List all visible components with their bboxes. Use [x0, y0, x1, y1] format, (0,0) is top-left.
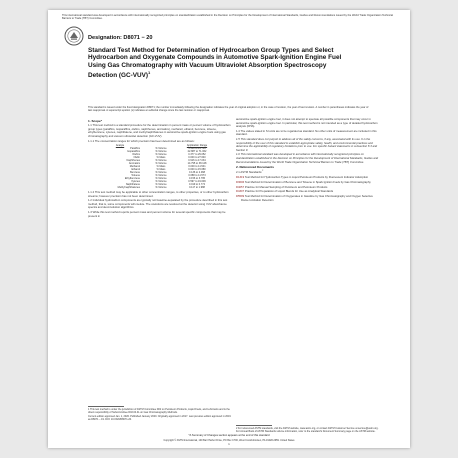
table-cell: % Volume	[155, 159, 167, 163]
document-page	[48, 10, 410, 448]
table-cell: Methylnaphthalenes	[117, 186, 140, 190]
reference-item[interactable]	[236, 181, 380, 185]
table-cell: 0.000 to 27.640	[188, 156, 206, 160]
table-cell: 0.377 to 29.052	[188, 153, 206, 157]
table-cell: 22.887 to 71.062	[187, 150, 207, 154]
table-cell: % Mass	[156, 165, 166, 169]
footnote: Current edition approved Jan. 1, 2020. Published January 2020. Originally approved in 2017. Last previous edition approved in 2019 as D8071 – 19. DOI: 10.1520/D8071-20.	[88, 414, 231, 421]
paragraph	[236, 170, 380, 174]
astm-logo-icon	[64, 26, 84, 46]
reference-text: Practice for Preparation of Liquid Blends for Use as Analytical Standards	[244, 190, 334, 194]
table-cell: % Mass	[156, 168, 166, 172]
page-number: 1	[228, 443, 230, 446]
left-column	[88, 118, 232, 219]
table-cell: Toluene	[131, 174, 140, 178]
table-cell: 0.117 to 1.988	[189, 186, 205, 190]
table-cell: Paraffins	[130, 147, 140, 151]
table-cell: % Volume	[155, 177, 167, 181]
table-cell: 0.000 to 11.541	[188, 165, 206, 169]
reference-text: Practice for Manual Sampling of Petroleum and Petroleum Products	[244, 185, 328, 189]
table-cell: Naphthenes	[126, 159, 140, 163]
table-cell: 0.688 to 11.573	[188, 174, 206, 178]
reference-text: Test Method for Determination of Benzene and Toluene in Spark Ignition Fuels by Gas Chromatography	[244, 180, 371, 184]
table-cell: % Volume	[155, 183, 167, 187]
paragraph: 1.3 While this test method reports percent mass and percent volume for several specific components that may be present in	[88, 211, 226, 218]
table-cell: 0.916 to 17.034	[188, 159, 206, 163]
right-column	[236, 118, 380, 203]
table-cell: Olefins	[132, 153, 140, 157]
copyright-line: Copyright © ASTM International, 100 Barr Harbor Drive, PO Box C700, West Conshohocken, PA 19428-2959. United States	[163, 439, 295, 442]
table-cell: 0.156 to 3.795	[189, 177, 205, 181]
reference-code[interactable]: D1319	[236, 176, 245, 180]
table-cell: 14.795 to 38.128	[187, 162, 207, 166]
reference-code[interactable]: D3606	[236, 180, 245, 184]
reference-text: Test Method for Determination of Oxygenates in Gasoline by Gas Chromatography and Oxygen Selective Flame Ionization Detection	[241, 195, 373, 202]
table-cell: Aromatics	[128, 162, 140, 166]
footnote-divider	[88, 406, 124, 407]
table-cell: Ethanol	[131, 168, 140, 172]
paragraph: 1.1.1 The concentration ranges for which precision has been determined are as follows:	[88, 139, 195, 143]
reference-item[interactable]	[236, 195, 380, 202]
section-heading-scope: 1. Scope*	[88, 118, 102, 123]
table-cell: Methanol	[129, 165, 140, 169]
table-cell: Naphthalene	[125, 183, 140, 187]
reference-code[interactable]: D4307	[236, 190, 245, 194]
astm-standards-label: 2.1 ASTM Standards:	[236, 171, 263, 175]
summary-of-changes-note: *A Summary of Changes section appears at the end of this standard	[188, 434, 270, 437]
title-footnote-ref: 1	[148, 70, 151, 76]
table-cell: 0.019 to 0.774	[189, 183, 205, 187]
table-cell: Xylenes	[131, 180, 140, 184]
table-cell: 0.000 to 15.680	[188, 168, 206, 172]
reference-item[interactable]	[236, 176, 380, 180]
reference-code[interactable]: D5599	[236, 195, 245, 199]
paragraph: 1.2 Individual hydrocarbon components are typically not baseline-separated by the procedure described in this test method, that is, some components will coelute. The coelutions are resolved at the detector using VUV absorbance spectra and deconvolution algorithms.	[88, 199, 228, 210]
table-cell: % Volume	[155, 147, 167, 151]
footnote-divider	[236, 425, 272, 426]
footnotes-right	[236, 425, 380, 434]
paragraph: 1.6 This international standard was developed in accordance with internationally recognized principles on standardization established in the Decision on Principles for the Development of International Standards, Guides and Recommendations issued by the World Trade Organization Technical Barriers to Trade (TBT) Committee.	[236, 153, 379, 164]
table-cell: Ethylbenzene	[124, 177, 140, 181]
reference-item[interactable]	[236, 186, 380, 190]
footnote: 2 For referenced ASTM standards, visit the ASTM website, www.astm.org, or contact ASTM Customer Service at service@astm.org. For Annual Book of ASTM Standards volume information, refer to the standard's Document Summary page on the ASTM website.	[236, 427, 379, 433]
footnotes-left	[88, 403, 232, 421]
reference-item[interactable]	[236, 190, 380, 194]
designation: Designation: D8071 − 20	[88, 35, 153, 41]
table-cell: % Volume	[155, 153, 167, 157]
paragraph: 1.4 The values stated in SI units are to be regarded as standard. No other units of measurement are included in this standard.	[236, 129, 377, 137]
footnote-ref: 2	[262, 170, 264, 173]
table-cell: % Volume	[155, 171, 167, 175]
table-cell: 0.597 to 19.609	[188, 180, 206, 184]
table-cell: Olefin	[133, 156, 140, 160]
paragraph: 1.1.2 This test method may be applicable to other concentration ranges, to other properties, or to other hydrocarbon streams; however precision has not been determined.	[88, 191, 229, 198]
footnote: 1 This test method is under the jurisdiction of ASTM Committee D02 on Petroleum Products, Liquid Fuels, and Lubricants and is the direct responsibility of Subcommittee D02.04.0L on Gas Chromatography Methods.	[88, 408, 230, 414]
table-cell: Benzene	[130, 171, 140, 175]
table-row	[96, 186, 216, 189]
reference-code[interactable]: D4057	[236, 185, 245, 189]
page-title	[88, 47, 346, 80]
reference-text: Test Method for Hydrocarbon Types in Liquid Petroleum Products by Fluorescent Indicator Adsorption	[244, 176, 369, 180]
table-cell: Isoparaffins	[127, 150, 140, 154]
concentration-table	[96, 144, 216, 189]
table-cell: 5.559 to 14.719	[188, 147, 206, 151]
table-header: Application Range	[186, 144, 208, 148]
paragraph: 1.1 This test method is a standard procedure for the determination in percent mass or percent volume of hydrocarbon group types (paraffins, isoparaffins, olefins, naphthenes, aromatics), methanol, ethanol, benzene, toluene, ethylbenzene, xylenes, naphthalene, and methylnaphthalenes in automotive spark-ignition engine fuels using gas chromatography and vacuum ultraviolet detection (GC-VUV).	[88, 124, 231, 138]
table-cell: % Volume	[155, 162, 167, 166]
title-text: Standard Test Method for Determination of Hydrocarbon Group Types and Select Hydrocarbon and Oxygenate Compounds in Automotive Spark-Ignition Engine Fuel Using Gas Chromatography with Vacuum Ultraviolet Absorption Spectroscopy Detection (GC-VUV)	[88, 47, 342, 80]
table-cell: % Volume	[155, 186, 167, 190]
standard-issue-note: This standard is issued under the fixed designation D8071; the number immediately following the designation indicates the year of original adoption or, in the case of revision, the year of last revision. A number in parentheses indicates the year of last reapproval. A superscript epsilon (ε) indicates an editorial change since the last revision or reapproval.	[88, 106, 369, 113]
wto-notice: This international standard was developed in accordance with internationally recognized principles on standardization established in the Decision on Principles for the Development of International Standards, Guides and Recommendations issued by the World Trade Organization Technical Barriers to Trade (TBT) Committee.	[62, 14, 393, 21]
table-cell: % Mass	[156, 156, 166, 160]
section-heading-referenced-documents: 2. Referenced Documents	[236, 164, 274, 169]
paragraph: automotive spark-ignition engine fuel, it does not attempt to speciate all possible components that may occur in automotive spark-ignition engine fuel. In particular, this test method is not intended as a type of detailed hydrocarbon analysis (DHA).	[236, 118, 378, 129]
table-cell: % Volume	[155, 150, 167, 154]
table-cell: 0.136 to 2.068	[189, 171, 205, 175]
table-header: Analyte	[115, 144, 125, 148]
table-cell: % Volume	[155, 174, 167, 178]
paragraph: 1.5 This standard does not purport to address all of the safety concerns, if any, associated with its use. It is the responsibility of the user of this standard to establish appropriate safety, health, and environmental practices and determine the applicability of regulatory limitations prior to use. For specific hazard statements in subsection 8.3 and Section 9.	[236, 138, 378, 152]
table-cell: % Volume	[155, 180, 167, 184]
